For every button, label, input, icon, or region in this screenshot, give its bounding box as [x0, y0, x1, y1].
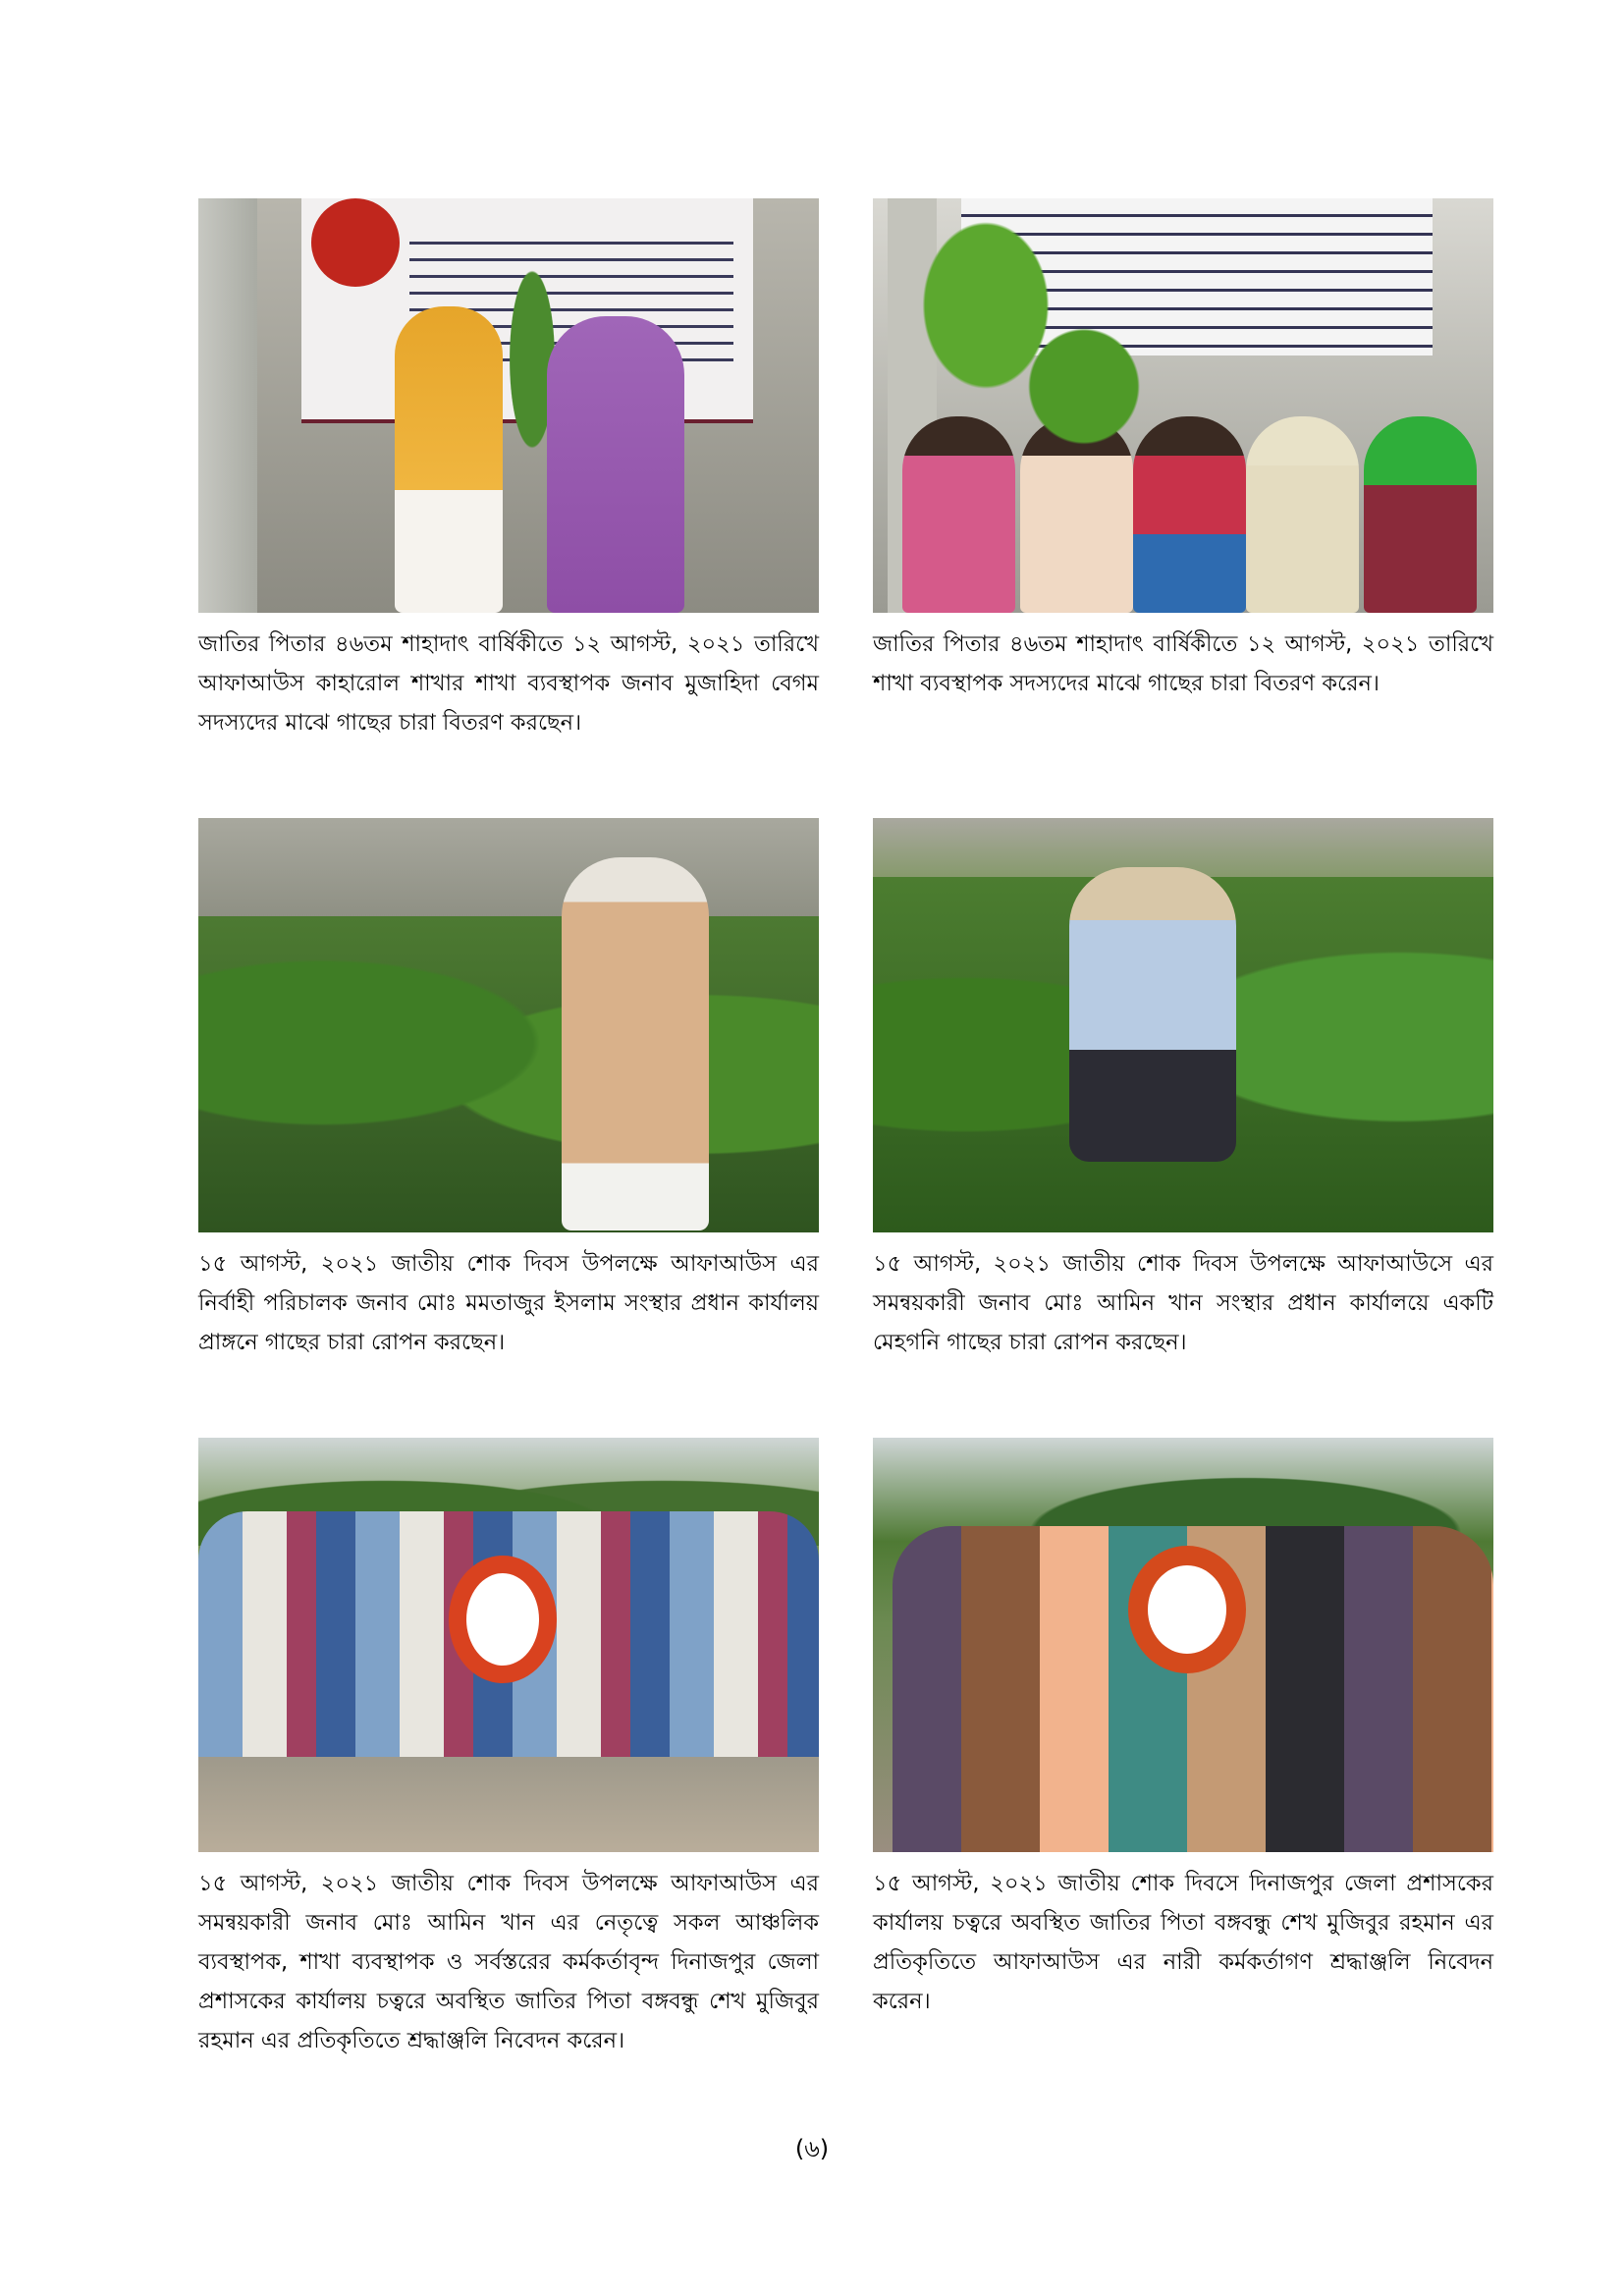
- figure-4: [873, 818, 1493, 1362]
- photo-women-with-saplings: [873, 198, 1493, 613]
- figure-caption: ১৫ আগস্ট, ২০২১ জাতীয় শোক দিবস উপলক্ষে আফাআউসে এর সমন্বয়কারী জনাব মোঃ আমিন খান সংস্থার প্রধান কার্যালয়ে একটি মেহগনি গাছের চারা রোপন করছেন।: [873, 1251, 1493, 1355]
- page-number: (৬): [794, 2135, 830, 2162]
- figure-caption: ১৫ আগস্ট, ২০২১ জাতীয় শোক দিবসে দিনাজপুর জেলা প্রশাসকের কার্যালয় চত্বরে অবস্থিত জাতির পিতা বঙ্গবন্ধু শেখ মুজিবুর রহমান এর প্রতিকৃতিতে আফাআউস এর নারী কর্মকর্তাগণ শ্রদ্ধাঞ্জলি নিবেদন করেন।: [873, 1871, 1493, 2014]
- photo-sapling-distribution-banner: [198, 198, 819, 613]
- figure-2: [873, 198, 1493, 703]
- figure-caption: ১৫ আগস্ট, ২০২১ জাতীয় শোক দিবস উপলক্ষে আফাআউস এর নির্বাহী পরিচালক জনাব মোঃ মমতাজুর ইসলাম সংস্থার প্রধান কার্যালয় প্রাঙ্গনে গাছের চারা রোপন করছেন।: [198, 1251, 819, 1355]
- figure-5: [198, 1438, 819, 2060]
- figure-caption: ১৫ আগস্ট, ২০২১ জাতীয় শোক দিবস উপলক্ষে আফাআউস এর সমন্বয়কারী জনাব মোঃ আমিন খান এর নেতৃত্বে সকল আঞ্চলিক ব্যবস্থাপক, শাখা ব্যবস্থাপক ও সর্বস্তরের কর্মকর্তাবৃন্দ দিনাজপুর জেলা প্রশাসকের কার্যালয় চত্বরে অবস্থিত জাতির পিতা বঙ্গবন্ধু শেখ মুজিবুর রহমান এর প্রতিকৃতিতে শ্রদ্ধাঞ্জলি নিবেদন করেন।: [198, 1871, 819, 2053]
- photo-women-staff-wreath: [873, 1438, 1493, 1852]
- photo-group-wreath: [198, 1438, 819, 1852]
- figure-6: [873, 1438, 1493, 2021]
- figure-caption: জাতির পিতার ৪৬তম শাহাদাৎ বার্ষিকীতে ১২ আগস্ট, ২০২১ তারিখে শাখা ব্যবস্থাপক সদস্যদের মাঝে গাছের চারা বিতরণ করেন।: [873, 631, 1493, 696]
- figure-1: [198, 198, 819, 742]
- figure-caption: জাতির পিতার ৪৬তম শাহাদাৎ বার্ষিকীতে ১২ আগস্ট, ২০২১ তারিখে আফাআউস কাহারোল শাখার শাখা ব্যবস্থাপক জনাব মুজাহিদা বেগম সদস্যদের মাঝে গাছের চারা বিতরণ করছেন।: [198, 631, 819, 736]
- photo-director-planting: [198, 818, 819, 1232]
- photo-coordinator-planting-mahogany: [873, 818, 1493, 1232]
- figure-3: [198, 818, 819, 1362]
